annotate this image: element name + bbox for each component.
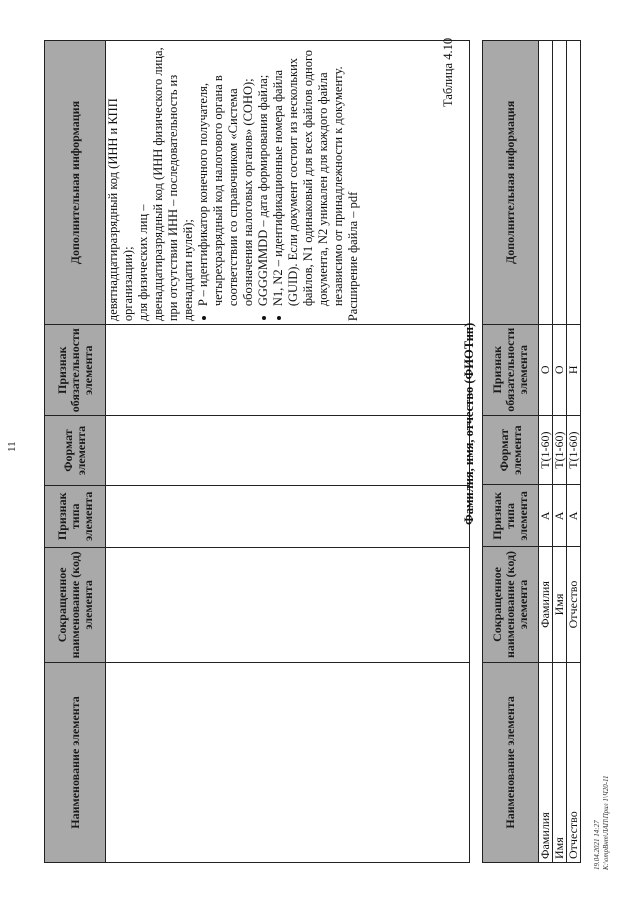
cell-additional-info [567,41,581,325]
cell-format [106,416,470,486]
header-element-required: Признак обязательности элемента [483,324,539,415]
info-line: девятнадцатиразрядный код (ИНН и КПП организации); [106,98,135,322]
cell-code: Фамилия [539,547,553,662]
table-fio-type [482,40,581,863]
table-row [106,41,470,863]
header-element-format: Формат элемента [483,415,539,485]
header-element-code: Сокращенное наименование (код) элемента [45,547,106,662]
header-additional-info: Дополнительная информация [45,41,106,325]
header-element-required: Признак обязательности элемента [45,325,106,416]
cell-code: Имя [553,547,567,662]
cell-code [106,547,470,662]
cell-required: Н [567,324,581,415]
info-bullet: • N1, N2 – идентификационные номера файла (GUID). Если документ состоит из нескольких файлов, N1 одинаковый для всех файлов одного документа, N2 уникален для каждого файла независимо от принадлежности к документу. [271,44,346,306]
cell-additional-info [553,41,567,325]
cell-type: А [567,485,581,547]
footer-timestamp: 19.04.2021 14:27 [593,820,601,870]
table-file-name-continued [44,37,470,863]
header-element-name: Наименование элемента [483,662,539,862]
cell-name: Отчество [567,662,581,862]
header-element-type: Признак типа элемента [45,485,106,547]
cell-name: Фамилия [539,662,553,862]
table-row [567,41,581,863]
page-number: 11 [6,441,18,452]
cell-additional-info [106,41,470,325]
cell-required: О [539,324,553,415]
table-row [539,41,553,863]
info-line: двенадцатиразрядный код (ИНН физического лица, при отсутствии ИНН – последовательность из двенадцати нулей); [151,47,195,322]
info-line: для физических лиц – [136,204,150,322]
cell-required: О [553,324,567,415]
cell-format: T(1-60) [553,415,567,485]
header-element-name: Наименование элемента [45,662,106,862]
cell-format: T(1-60) [539,415,553,485]
cell-name: Имя [553,662,567,862]
cell-type [106,485,470,547]
header-element-format: Формат элемента [45,416,106,486]
cell-type: А [553,485,567,547]
footer-filepath: К:\отрВнт\ЛАП\Прил 1\Ч20-11 [602,775,610,870]
cell-code: Отчество [567,547,581,662]
info-bullet-list [196,44,346,321]
info-extension: Расширение файла – pdf [346,191,360,322]
header-element-type: Признак типа элемента [483,485,539,547]
cell-format: T(1-60) [567,415,581,485]
info-bullet: • GGGGMMDD – дата формирования файла; [256,44,271,306]
table-row [553,41,567,863]
header-element-code: Сокращенное наименование (код) элемента [483,547,539,662]
cell-name [106,662,470,862]
cell-additional-info [539,41,553,325]
cell-required [106,325,470,416]
header-additional-info: Дополнительная информация [483,41,539,325]
table-title: Фамилия, имя, отчество (ФИОТип) [462,322,476,525]
cell-type: А [539,485,553,547]
table-number: Таблица 4.10 [441,37,455,107]
info-bullet: • P – идентификатор конечного получателя, четырехразрядный код налогового органа в соответствии со справочником «Система обозначения налоговых органов» (СОНО); [196,44,256,306]
